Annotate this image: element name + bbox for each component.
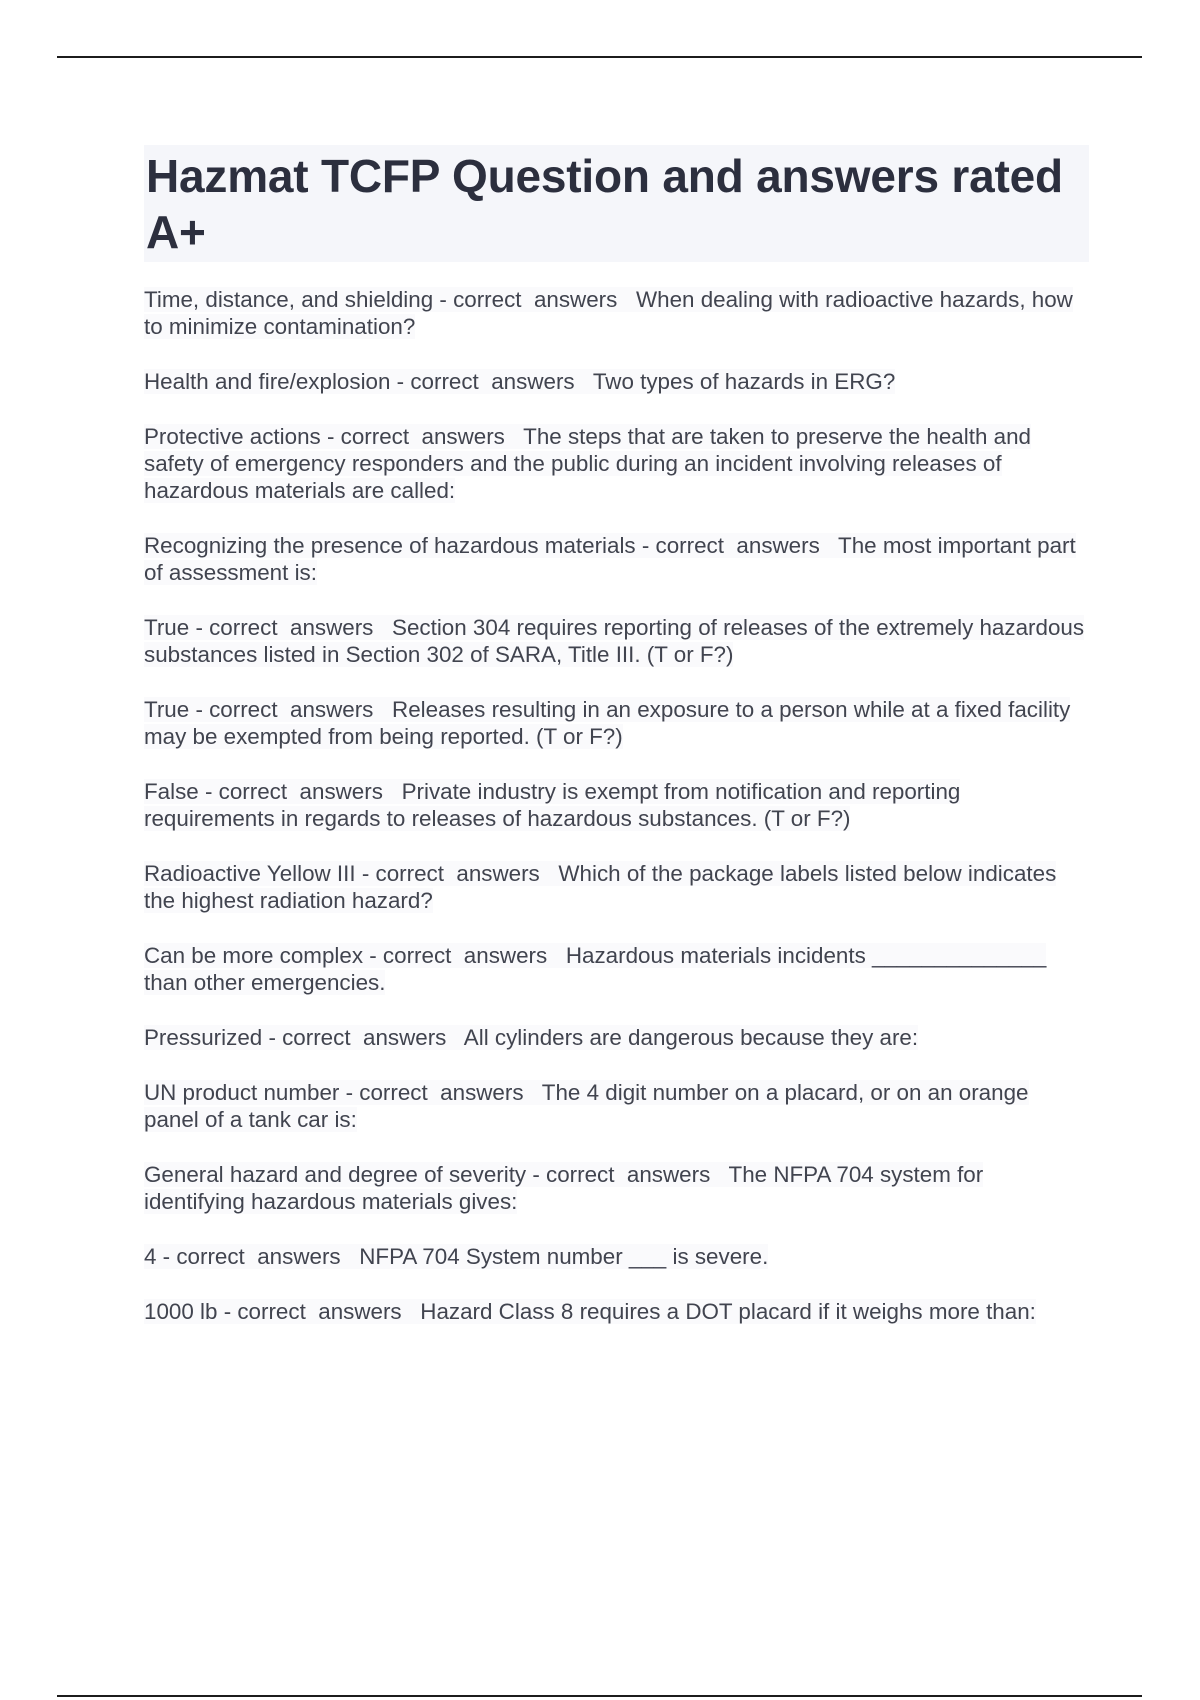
qa-answer: Time, distance, and shielding	[144, 287, 434, 312]
qa-item	[144, 696, 1089, 750]
qa-question: Two types of hazards in ERG?	[592, 369, 896, 394]
qa-item	[144, 1243, 1089, 1270]
header-rule	[57, 56, 1142, 58]
qa-list	[144, 286, 1089, 1325]
qa-item	[144, 1024, 1089, 1051]
qa-question: NFPA 704 System number ___ is severe.	[359, 1244, 769, 1269]
qa-separator: - correct answers	[198, 779, 402, 804]
qa-separator: - correct answers	[355, 861, 559, 886]
qa-separator: - correct answers	[339, 1080, 542, 1105]
qa-answer: Can be more complex	[144, 943, 364, 968]
qa-separator: - correct answers	[390, 369, 593, 394]
qa-answer: Protective actions	[144, 424, 321, 449]
qa-separator: - correct answers	[189, 615, 393, 640]
qa-item	[144, 532, 1089, 586]
qa-question: Section 304 requires reporting of releases of the extremely hazardous substances listed in Section 302 of SARA, Title III. (T or F?)	[144, 615, 1085, 667]
qa-question: Which of the package labels listed below indicates the highest radiation hazard?	[144, 861, 1057, 913]
qa-separator: - correct answers	[526, 1162, 729, 1187]
qa-separator: - correct answers	[433, 287, 636, 312]
qa-item	[144, 286, 1089, 340]
qa-question: The NFPA 704 system for identifying hazardous materials gives:	[144, 1162, 984, 1214]
qa-item	[144, 942, 1089, 996]
qa-answer: Radioactive Yellow III	[144, 861, 356, 886]
title-block	[144, 145, 1089, 262]
qa-answer: Recognizing the presence of hazardous materials	[144, 533, 636, 558]
qa-separator: - correct answers	[189, 697, 393, 722]
qa-answer: UN product number	[144, 1080, 340, 1105]
qa-answer: True	[144, 697, 190, 722]
qa-question: All cylinders are dangerous because they are:	[463, 1025, 919, 1050]
qa-separator: - correct answers	[156, 1244, 360, 1269]
qa-item	[144, 860, 1089, 914]
qa-question: Private industry is exempt from notification and reporting requirements in regards to releases of hazardous substances. (T or F?)	[144, 779, 961, 831]
qa-separator: - correct answers	[262, 1025, 464, 1050]
qa-separator: - correct answers	[363, 943, 566, 968]
qa-answer: False	[144, 779, 199, 804]
qa-question: Releases resulting in an exposure to a person while at a fixed facility may be exempted from being reported. (T or F?)	[144, 697, 1071, 749]
qa-answer: True	[144, 615, 190, 640]
qa-answer: Health and fire/explosion	[144, 369, 391, 394]
page-content	[144, 145, 1089, 1353]
qa-item	[144, 368, 1089, 395]
qa-item	[144, 423, 1089, 504]
qa-answer: Pressurized	[144, 1025, 263, 1050]
qa-separator: - correct answers	[320, 424, 524, 449]
qa-question: The most important part of assessment is:	[144, 533, 1076, 585]
qa-question: Hazard Class 8 requires a DOT placard if it weighs more than:	[420, 1299, 1036, 1324]
qa-question: When dealing with radioactive hazards, how to minimize contamination?	[144, 287, 1073, 339]
qa-answer: General hazard and degree of severity	[144, 1162, 527, 1187]
document-title: Hazmat TCFP Question and answers rated A+	[146, 150, 1063, 258]
qa-item	[144, 1161, 1089, 1215]
qa-separator: - correct answers	[217, 1299, 421, 1324]
qa-item	[144, 778, 1089, 832]
qa-question: Hazardous materials incidents ______________ than other emergencies.	[144, 943, 1047, 995]
qa-answer: 4	[144, 1244, 157, 1269]
qa-item	[144, 1298, 1089, 1325]
qa-item	[144, 1079, 1089, 1133]
qa-answer: 1000 lb	[144, 1299, 218, 1324]
qa-question: The 4 digit number on a placard, or on an orange panel of a tank car is:	[144, 1080, 1029, 1132]
qa-item	[144, 614, 1089, 668]
qa-separator: - correct answers	[635, 533, 839, 558]
qa-question: The steps that are taken to preserve the health and safety of emergency responders and the public during an incident involving releases of hazardous materials are called:	[144, 424, 1031, 503]
footer-rule	[57, 1695, 1142, 1697]
